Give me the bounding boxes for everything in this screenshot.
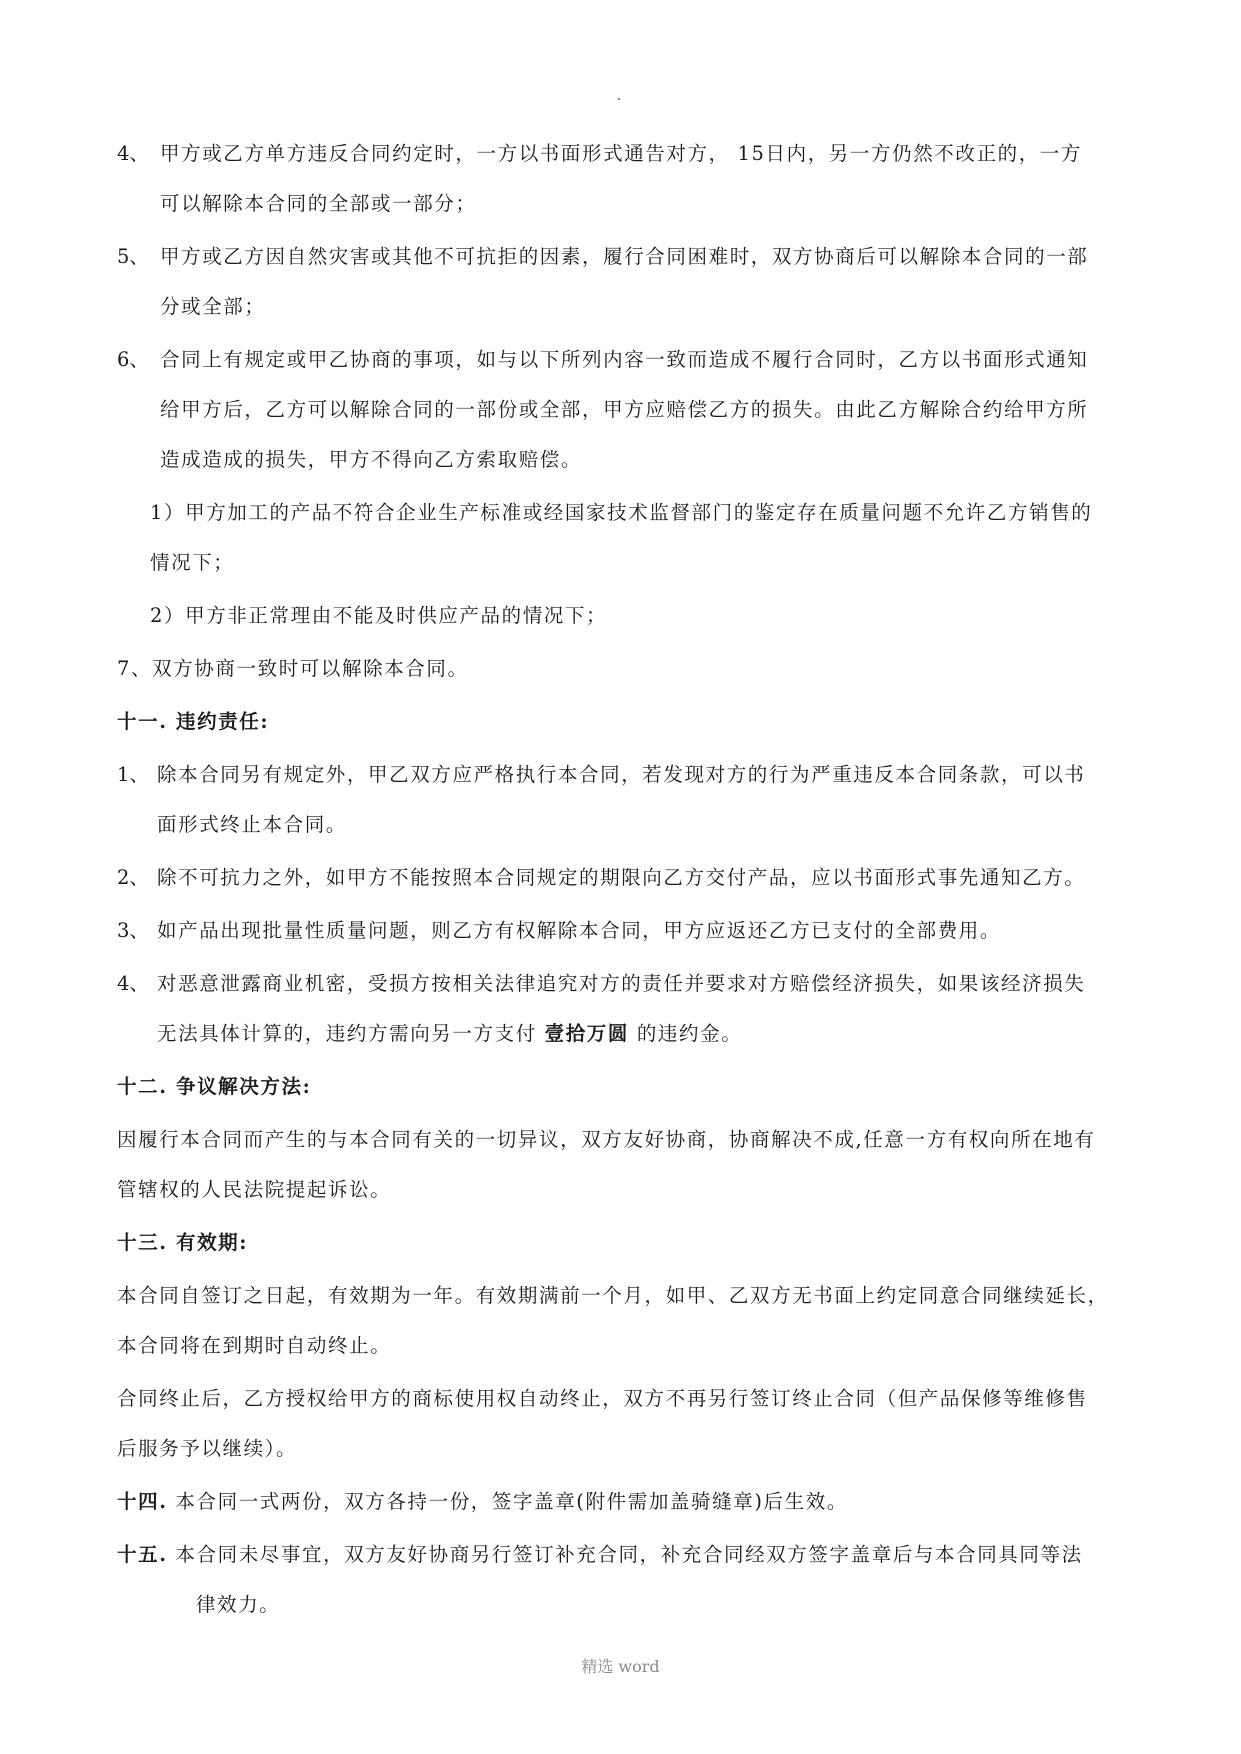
paragraph-text: 本合同将在到期时自动终止。 bbox=[117, 1334, 392, 1357]
clause-text: 面形式终止本合同。 bbox=[157, 813, 347, 836]
section-15 bbox=[117, 1541, 1083, 1569]
sub-item-text: 1）甲方加工的产品不符合企业生产标准或经国家技术监督部门的鉴定存在质量问题不允许乙方销售的 bbox=[150, 501, 1093, 524]
clause-text: 甲方或乙方因自然灾害或其他不可抗拒的因素，履行合同困难时，双方协商后可以解除本合同的一部 bbox=[160, 245, 1089, 268]
penalty-text-post: 的违约金。 bbox=[629, 1022, 743, 1045]
page-footer: 精选 word bbox=[581, 1657, 660, 1676]
clause-number: 2、 bbox=[117, 866, 149, 889]
clause-number: 3、 bbox=[117, 919, 149, 942]
clause-text: 可以解除本合同的全部或一部分； bbox=[160, 192, 477, 215]
clause-number: 5、 bbox=[117, 245, 149, 268]
section-15-text: 律效力。 bbox=[196, 1593, 281, 1616]
clause-text: 除不可抗力之外，如甲方不能按照本合同规定的期限向乙方交付产品，应以书面形式事先通知乙方。 bbox=[157, 866, 1086, 889]
clause-text: 如产品出现批量性质量问题，则乙方有权解除本合同，甲方应返还乙方已支付的全部费用。 bbox=[157, 919, 1002, 942]
clause-text: 除本合同另有规定外，甲乙双方应严格执行本合同，若发现对方的行为严重违反本合同条款，可以书 bbox=[157, 763, 1086, 786]
section-14-label: 十四. bbox=[117, 1490, 168, 1513]
penalty-amount: 壹拾万圆 bbox=[544, 1022, 630, 1045]
clause-text: 分或全部； bbox=[160, 295, 266, 318]
clause-text: 给甲方后，乙方可以解除合同的一部份或全部，甲方应赔偿乙方的损失。由此乙方解除合约给甲方所 bbox=[160, 398, 1089, 421]
section-14 bbox=[117, 1488, 848, 1516]
clause-7-text: 7、双方协商一致时可以解除本合同。 bbox=[117, 657, 469, 680]
sub-item-text: 情况下； bbox=[150, 551, 235, 574]
clause-number: 4、 bbox=[117, 972, 149, 995]
section-13-title: 十三. 有效期: bbox=[117, 1231, 249, 1254]
section-15-label: 十五. bbox=[117, 1543, 168, 1566]
paragraph-text: 后服务予以继续）。 bbox=[117, 1437, 298, 1460]
sub-item-text: 2）甲方非正常理由不能及时供应产品的情况下； bbox=[150, 604, 608, 627]
penalty-text-pre: 无法具体计算的，违约方需向另一方支付 bbox=[157, 1022, 545, 1045]
clause-text: 甲方或乙方单方违反合同约定时，一方以书面形式通告对方， 15日内，另一方仍然不改正的，一方 bbox=[160, 142, 1083, 165]
header-dot bbox=[618, 98, 620, 100]
clause-text: 对恶意泄露商业机密，受损方按相关法律追究对方的责任并要求对方赔偿经济损失，如果该经济损失 bbox=[157, 972, 1086, 995]
section-12-title: 十二. 争议解决方法: bbox=[117, 1075, 312, 1098]
clause-text: 造成造成的损失，甲方不得向乙方索取赔偿。 bbox=[160, 448, 583, 471]
paragraph-text: 因履行本合同而产生的与本合同有关的一切异议，双方友好协商，协商解决不成,任意一方有权向所在地有 bbox=[117, 1128, 1096, 1151]
section-11-title: 十一. 违约责任: bbox=[117, 710, 270, 733]
section-15-text: 本合同未尽事宜，双方友好协商另行签订补充合同，补充合同经双方签字盖章后与本合同具同等法 bbox=[175, 1543, 1083, 1566]
section-14-text: 本合同一式两份，双方各持一份，签字盖章(附件需加盖骑缝章)后生效。 bbox=[175, 1490, 848, 1513]
clause-number: 1、 bbox=[117, 763, 149, 786]
clause-number: 4、 bbox=[117, 142, 149, 165]
paragraph-text: 本合同自签订之日起，有效期为一年。有效期满前一个月，如甲、乙双方无书面上约定同意合同继续延长， bbox=[117, 1284, 1109, 1307]
clause-number: 6、 bbox=[117, 348, 149, 371]
clause-text bbox=[157, 1020, 742, 1048]
paragraph-text: 合同终止后，乙方授权给甲方的商标使用权自动终止，双方不再另行签订终止合同（但产品保修等维修售 bbox=[117, 1387, 1088, 1410]
paragraph-text: 管辖权的人民法院提起诉讼。 bbox=[117, 1178, 392, 1201]
clause-text: 合同上有规定或甲乙协商的事项，如与以下所列内容一致而造成不履行合同时，乙方以书面形式通知 bbox=[160, 348, 1089, 371]
